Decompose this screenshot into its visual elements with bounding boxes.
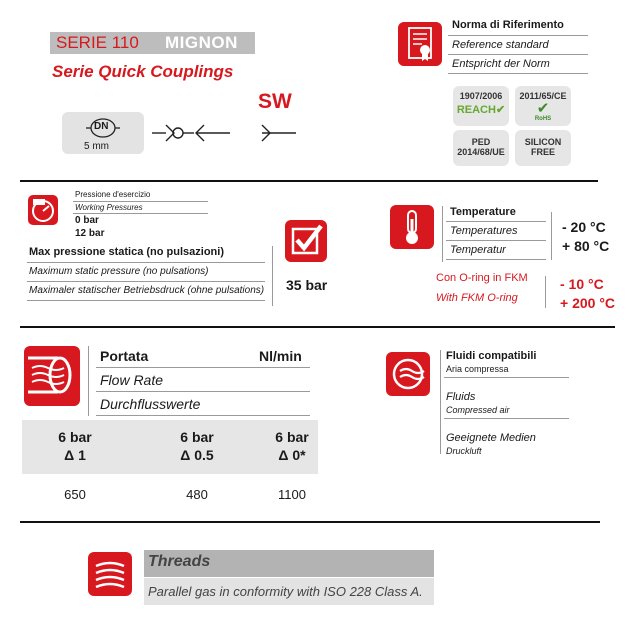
reach-mark: REACH✔	[456, 104, 506, 116]
sw-label: SW	[258, 90, 292, 113]
flow-title: Portata	[100, 348, 149, 364]
flow-rate-icon	[24, 346, 80, 406]
divider	[73, 213, 208, 214]
temperature-de: Temperatur	[450, 244, 506, 256]
serie-label: SERIE 110	[56, 33, 139, 52]
flow-col-1-pressure: 6 bar	[58, 429, 92, 445]
vertical-divider	[551, 212, 552, 260]
divider	[27, 281, 265, 282]
fkm-temperature-max: + 200 °C	[560, 295, 616, 311]
fluids-en: Fluids	[446, 391, 476, 403]
temperature-min: - 20 °C	[562, 219, 606, 235]
model-label: MIGNON	[165, 33, 238, 52]
vertical-divider	[88, 346, 89, 416]
rohs-badge: 2011/65/CE ✔ RoHS	[515, 86, 571, 126]
divider	[448, 35, 588, 36]
flow-col-2-delta: Δ 0.5	[180, 447, 214, 463]
checkmark-icon	[285, 220, 327, 262]
coupling-symbol-icon	[152, 120, 232, 146]
divider	[444, 418, 569, 419]
static-pressure-value: 35 bar	[286, 277, 328, 293]
pressure-gauge-icon	[28, 195, 58, 225]
flow-en: Flow Rate	[100, 372, 164, 388]
vertical-divider	[440, 350, 441, 454]
flow-col-3-pressure: 6 bar	[275, 429, 309, 445]
flow-col-3-delta: Δ 0*	[278, 447, 306, 463]
divider	[27, 262, 265, 263]
fluids-title: Fluidi compatibili	[446, 350, 537, 362]
fkm-temperature-min: - 10 °C	[560, 276, 604, 292]
sw-arrow-icon	[258, 120, 298, 146]
threads-title: Threads	[148, 553, 211, 570]
reach-badge: 1907/2006 REACH✔	[453, 86, 509, 126]
dn-label: DN	[94, 121, 109, 132]
fluids-icon	[386, 352, 430, 396]
temperature-en: Temperatures	[450, 225, 518, 237]
thermometer-icon	[390, 205, 434, 249]
flow-col-1-delta: Δ 1	[64, 447, 86, 463]
flow-col-1-value: 650	[64, 487, 86, 502]
dn-value: 5 mm	[84, 141, 109, 152]
section-divider	[20, 326, 615, 328]
fkm-label-en: With FKM O-ring	[436, 292, 518, 304]
section-divider	[20, 521, 600, 523]
divider	[96, 391, 310, 392]
static-pressure-en: Maximum static pressure (no pulsations)	[29, 266, 209, 277]
vertical-divider	[545, 276, 546, 308]
divider	[448, 54, 588, 55]
reference-de: Entspricht der Norm	[452, 58, 550, 70]
pressure-min: 0 bar	[75, 215, 99, 226]
temperature-title: Temperature	[450, 206, 516, 218]
divider	[446, 240, 546, 241]
flow-de: Durchflusswerte	[100, 396, 201, 412]
ped-badge: PED 2014/68/UE	[453, 130, 509, 166]
divider	[73, 201, 208, 202]
fluids-en-sub: Compressed air	[446, 405, 510, 415]
threads-icon	[88, 552, 132, 596]
subtitle: Serie Quick Couplings	[52, 62, 234, 81]
fkm-label-it: Con O-ring in FKM	[436, 272, 528, 284]
section-divider	[20, 180, 598, 182]
pressure-title: Pressione d'esercizio	[75, 190, 151, 199]
flow-unit: Nl/min	[259, 348, 302, 364]
fluids-title-sub: Aria compressa	[446, 364, 509, 374]
vertical-divider	[442, 206, 443, 262]
fluids-de: Geeignete Medien	[446, 432, 536, 444]
static-pressure-it: Max pressione statica (no pulsazioni)	[29, 246, 224, 258]
pressure-title-en: Working Pressures	[75, 203, 143, 212]
vertical-divider	[272, 246, 273, 306]
divider	[446, 221, 546, 222]
divider	[448, 73, 588, 74]
certificate-icon	[398, 22, 442, 66]
rohs-check-icon: ✔	[536, 100, 550, 117]
divider	[446, 259, 546, 260]
silicon-free-badge: SILICON FREE	[515, 130, 571, 166]
static-pressure-de: Maximaler statischer Betriebsdruck (ohne pulsations)	[29, 285, 265, 296]
flow-col-2-pressure: 6 bar	[180, 429, 214, 445]
threads-description: Parallel gas in conformity with ISO 228 Class A.	[148, 584, 423, 599]
reference-en: Reference standard	[452, 39, 549, 51]
temperature-max: + 80 °C	[562, 238, 610, 254]
divider	[96, 367, 310, 368]
flow-col-2-value: 480	[186, 487, 208, 502]
divider	[27, 300, 265, 301]
divider	[96, 415, 310, 416]
reference-title: Norma di Riferimento	[452, 19, 564, 31]
pressure-max: 12 bar	[75, 228, 105, 239]
fluids-de-sub: Druckluft	[446, 446, 482, 456]
divider	[444, 377, 569, 378]
flow-col-3-value: 1100	[278, 487, 306, 502]
